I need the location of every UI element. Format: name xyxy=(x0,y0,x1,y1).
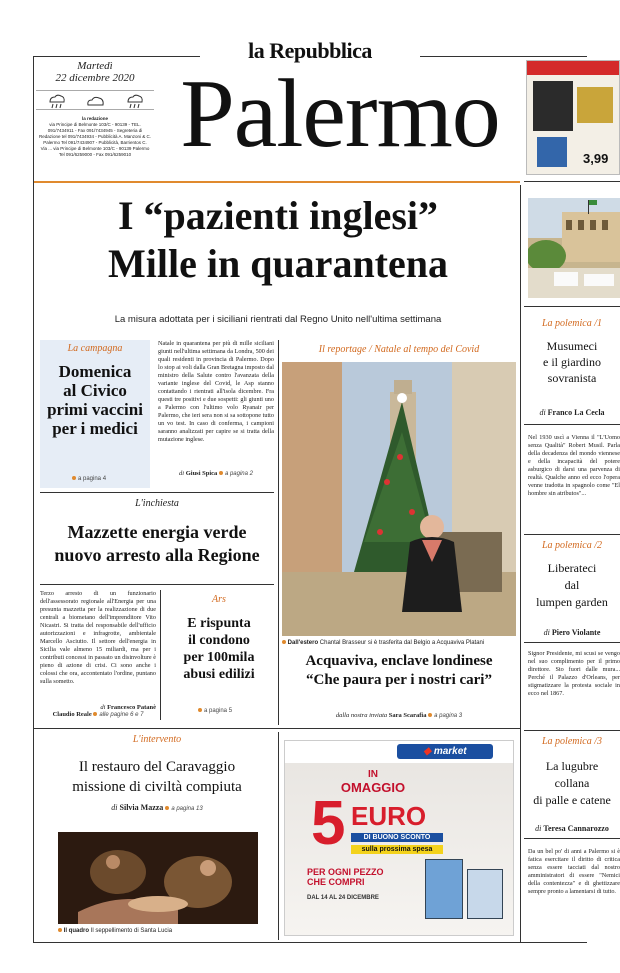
right-rule-1 xyxy=(524,306,620,307)
info-line: la redazione xyxy=(81,116,108,121)
caravaggio-caption xyxy=(58,928,172,934)
polemica3-title-line: collana xyxy=(554,776,590,790)
inchiesta-divider xyxy=(40,584,274,585)
polemica2-byline-name: Piero Violante xyxy=(551,628,601,637)
polemica2-byline xyxy=(524,628,620,637)
inchiesta-title xyxy=(40,521,274,567)
right-rule-2 xyxy=(524,424,620,425)
campagna-title-line: Domenica xyxy=(58,362,132,381)
intervento-byline xyxy=(40,803,274,812)
right-column xyxy=(524,186,620,942)
info-line: Palermo Tel 091/7434907 - Pubblicità, Barrientos C. xyxy=(43,140,147,145)
right-rule-6 xyxy=(524,838,620,839)
caravaggio-caption-label: Il quadro xyxy=(63,928,90,934)
info-line: Via ... via Principe di Belmonte 103/C - 90139 Palermo xyxy=(40,146,150,151)
date-weekday: Martedì xyxy=(77,60,113,72)
ars-title-line: E rispunta xyxy=(187,616,251,631)
intervento-ref-text[interactable]: a pagina 13 xyxy=(171,806,203,812)
intervento-ref[interactable] xyxy=(165,806,202,812)
polemica1-kicker: La polemica /1 xyxy=(542,318,602,329)
campagna-title-line: primi vaccini xyxy=(47,400,143,419)
info-line: Tel 091/6259000 - Fax 091/6259010 xyxy=(58,152,132,157)
ad-divider xyxy=(278,732,279,940)
polemica3-title xyxy=(524,758,620,809)
polemica1-title xyxy=(524,338,620,386)
polemica3-kicker: La polemica /3 xyxy=(542,736,602,747)
palazzo-photo xyxy=(528,198,620,298)
top-ad-price: 3,99 xyxy=(583,151,609,166)
inchiesta-text-col xyxy=(40,590,156,725)
market-ad-header xyxy=(285,741,513,763)
ars-title-line: abusi edilizi xyxy=(183,667,255,682)
polemica1-body xyxy=(528,434,620,530)
polemica3-title-line: La lugubre xyxy=(545,759,599,773)
top-ad-box-3 xyxy=(537,137,567,167)
omaggio-pezzo xyxy=(307,867,384,887)
ars-ref-text[interactable]: a pagina 5 xyxy=(204,708,233,714)
market-ad[interactable] xyxy=(284,740,514,936)
polemica1-byline-prefix: di xyxy=(539,408,546,417)
city-title: Palermo xyxy=(180,60,500,168)
inchiesta-ref[interactable] xyxy=(93,712,143,718)
intervento-kicker: L'intervento xyxy=(132,734,182,745)
intervento-title-line1: Il restauro del Caravaggio xyxy=(78,759,236,775)
right-rule-5 xyxy=(524,730,620,731)
right-rule-4 xyxy=(524,642,620,643)
polemica2-body-text: Signor Presidente, mi scusi se vengo nel suo complimento per il primo direttore. Sto fuori dalle mura... Perché il Palazzo d'Orleans, per stigmatizzare la protesta sociale in ecco nel 1867. xyxy=(528,650,620,697)
caravaggio-image-svg xyxy=(58,832,258,924)
inchiesta-block xyxy=(40,496,274,582)
campagna-title xyxy=(40,362,150,438)
polemica2-title-line: dal xyxy=(564,578,580,592)
reportage-ref[interactable] xyxy=(428,713,462,719)
reportage-title xyxy=(282,652,516,690)
polemica3-byline-name: Teresa Cannarozzo xyxy=(543,824,609,833)
reportage-caption xyxy=(282,640,516,646)
intervento-byline-prefix: di xyxy=(111,803,118,812)
market-ad-body xyxy=(285,763,514,936)
market-ad-brand: market xyxy=(433,746,467,757)
polemica2-title xyxy=(524,560,620,611)
lead-text-col xyxy=(158,340,274,488)
intervento-byline-name: Silvia Mazza xyxy=(119,803,164,812)
inchiesta-body: Terzo arresto di un funzionario dell'assessorato regionale all'Energia per una presunta mazzetta per la realizzazione di due centrali a biometano dell'imprenditore Vito Nicastri. Si tratta del responsabile dell'ufficio autorizzazioni e infragrotte, ambientale Marcello Asciutto. Il settore dell'energia in Sicilia vale almeno 15 miliardi, ma per i contributi concessi in passato un disinvolture è pieno di azione di crisi. Ci sono anche i colossi che ora, accontentato l'ordine, puntano sulla sometto. xyxy=(40,590,156,685)
inchiesta-title-line1: Mazzette energia verde xyxy=(67,522,247,542)
polemica1-byline xyxy=(524,408,620,417)
lead-byline-prefix: di xyxy=(179,470,185,477)
reportage-block xyxy=(282,340,516,725)
rain-icon xyxy=(123,93,145,109)
left-section-divider xyxy=(40,492,274,493)
intervento-title-line2: missione di civiltà compiuta xyxy=(72,779,242,795)
reportage-byline-prefix: dalla nostra inviata xyxy=(335,712,388,719)
weather-strip xyxy=(36,90,154,110)
masthead-bottom-rule-right xyxy=(524,181,620,182)
right-column-divider xyxy=(520,185,521,942)
palazzo-photo-svg xyxy=(528,198,620,298)
inchiesta-byline-prefix: di xyxy=(100,704,106,711)
lead-body: Natale in quarantena per più di mille siciliani giunti nell'ultima settimana da Londra, 500 dei quali residenti in provincia di Palermo. Dopo lo stop ai voli dalla Gran Bretagna imposto dal ministro della Salute contro l'avanzata della variante inglese del Covid, le Asp stanno contattando i rientrati all'isola dicembre. Fra questi tre positivi e due sospetti: gli giunti uno a Palermo con l'ultimo volo Ryanair per Palermo, che ieri sera non si sa sottopone tutto un vo test. In caso di conferma, i campioni saranno analizzati per capire se si tratta della mutazione inglese. xyxy=(158,340,274,443)
top-ad-header xyxy=(527,61,619,75)
intervento-title xyxy=(40,757,274,797)
inchiesta-byline-name1: Francesco Patanè xyxy=(107,704,156,711)
info-line: Redazione tel 091/7434934 - Pubblicità A. Manzoni & C. xyxy=(38,134,152,139)
intervento-block xyxy=(40,732,274,940)
panettone-box-2 xyxy=(467,869,503,919)
polemica2-title-line: Liberateci xyxy=(547,561,597,575)
frame-left xyxy=(33,56,34,942)
inchiesta-kicker: L'inchiesta xyxy=(135,498,179,509)
lead-divider xyxy=(278,340,279,725)
top-ad-box-1 xyxy=(533,81,573,131)
caravaggio-caption-text: Il seppellimento di Santa Lucia xyxy=(90,928,173,934)
lead-headline-line1: I “pazienti inglesi” xyxy=(117,193,439,238)
omaggio-word: OMAGGIO xyxy=(340,780,406,795)
ars-ref[interactable] xyxy=(198,708,232,714)
polemica1-title-line: e il giardino xyxy=(543,355,601,369)
lead-headline xyxy=(40,192,516,288)
polemica3-title-line: di palle e catene xyxy=(533,793,611,807)
carrefour-icon: ◆ xyxy=(423,746,432,757)
omaggio-pezzo-line1: PER OGNI PEZZO xyxy=(307,867,384,877)
inchiesta-ref-text[interactable]: alle pagine 6 e 7 xyxy=(99,712,144,718)
inchiesta-byline-name2: Claudio Reale xyxy=(52,711,92,718)
date-box xyxy=(36,60,154,178)
reportage-byline xyxy=(282,712,516,719)
polemica1-title-line: sovranista xyxy=(547,371,597,385)
reportage-photo-svg xyxy=(282,362,516,636)
campagna-title-line: per i medici xyxy=(52,419,138,438)
campagna-ref-text[interactable]: a pagina 4 xyxy=(78,476,107,482)
redazione-info xyxy=(36,116,154,158)
polemica1-byline-name: Franco La Cecla xyxy=(547,408,605,417)
polemica2-title-line: lumpen garden xyxy=(536,595,608,609)
lead-subhead: La misura adottata per i siciliani rientrati dal Regno Unito nell'ultima settimana xyxy=(114,314,442,325)
masthead-bottom-rule xyxy=(33,181,520,183)
right-rule-3 xyxy=(524,534,620,535)
campagna-box xyxy=(40,340,150,488)
reportage-byline-name: Sara Scarafia xyxy=(388,712,427,719)
caravaggio-image xyxy=(58,832,258,924)
info-line: 091/7434911 - Fax 091/7434945 - Segreteria di xyxy=(47,128,143,133)
reportage-kicker: Il reportage / Natale al tempo del Covid xyxy=(318,344,480,355)
inchiesta-byline-2 xyxy=(40,711,156,718)
polemica2-body xyxy=(528,650,620,726)
omaggio-sconto: DI BUONO SCONTO xyxy=(351,833,443,842)
omaggio-in: IN xyxy=(368,769,378,780)
lead-ref-text[interactable]: a pagina 2 xyxy=(224,471,253,477)
frame-bottom xyxy=(33,942,587,943)
cloud-icon xyxy=(84,93,106,109)
polemica3-byline xyxy=(524,824,620,833)
ars-title-line: per 100mila xyxy=(183,650,255,665)
lower-section-rule xyxy=(33,728,520,729)
paper-name: la Repubblica xyxy=(200,38,420,64)
omaggio-currency: EURO xyxy=(351,801,427,831)
panettone-box-1 xyxy=(425,859,463,919)
lead-headline-line2: Mille in quarantena xyxy=(107,241,449,286)
lead-ref[interactable] xyxy=(219,471,253,477)
ars-title-line: il condono xyxy=(188,633,250,648)
polemica3-body-text: Da un bel po' di anni a Palermo si è fatica esercitare il diritto di critica senza essere tacciati dal nostro amministratori di essere "Nemici della contentezza" e di ghettizzare sempre pronto a lamentarsi di tutto. xyxy=(528,848,620,895)
reportage-title-line1: Acquaviva, enclave londinese xyxy=(305,653,493,669)
ars-kicker: Ars xyxy=(212,594,226,605)
omaggio-pezzo-line2: CHE COMPRI xyxy=(307,877,365,887)
info-line: via Principe di Belmonte 103/C - 90139 - TEL. xyxy=(49,122,141,127)
polemica2-kicker: La polemica /2 xyxy=(542,540,602,551)
reportage-caption-label: Dall'estero xyxy=(287,640,319,646)
polemica2-byline-prefix: di xyxy=(543,628,550,637)
omaggio-dates: DAL 14 AL 24 DICEMBRE xyxy=(307,895,379,901)
reportage-caption-text: Chantal Brasseur si è trasferita dal Belgio a Acquaviva Platani xyxy=(319,640,485,646)
ars-title xyxy=(164,615,274,683)
inchiesta-byline xyxy=(40,704,156,711)
omaggio-spesa: sulla prossima spesa xyxy=(351,845,443,854)
top-ad-box-2 xyxy=(577,87,613,123)
ars-block xyxy=(164,594,274,724)
omaggio-amount: 5 xyxy=(311,789,346,858)
polemica1-body-text: Nel 1930 uscì a Vienna il "L'Uomo senza Qualità" Robert Musil. Parla della decadenza del mondo viennese e della incapacità del potere asburgico di darsi una parvenza di realtà. Qualche anno ed ecco l'opera venne tradotta in spagnolo come "El hombre sin atributos"... xyxy=(528,434,620,497)
lead-byline xyxy=(158,470,274,477)
polemica3-body xyxy=(528,848,620,932)
campagna-kicker: La campagna xyxy=(67,343,123,354)
market-ad-brand-bar xyxy=(397,744,493,759)
reportage-photo xyxy=(282,362,516,636)
inchiesta-title-line2: nuovo arresto alla Regione xyxy=(54,545,260,565)
reportage-title-line2: “Che paura per i nostri cari” xyxy=(306,672,492,688)
polemica3-byline-prefix: di xyxy=(535,824,542,833)
campagna-ref[interactable] xyxy=(72,476,106,482)
lead-byline-name: Giusi Spica xyxy=(185,470,218,477)
ars-divider xyxy=(160,590,161,720)
rain-icon xyxy=(45,93,67,109)
reportage-ref-text[interactable]: a pagina 3 xyxy=(434,713,463,719)
polemica1-title-line: Musumeci xyxy=(546,339,598,353)
campagna-title-line: al Civico xyxy=(63,381,127,400)
top-ad xyxy=(526,60,620,175)
date-full: 22 dicembre 2020 xyxy=(55,72,135,84)
